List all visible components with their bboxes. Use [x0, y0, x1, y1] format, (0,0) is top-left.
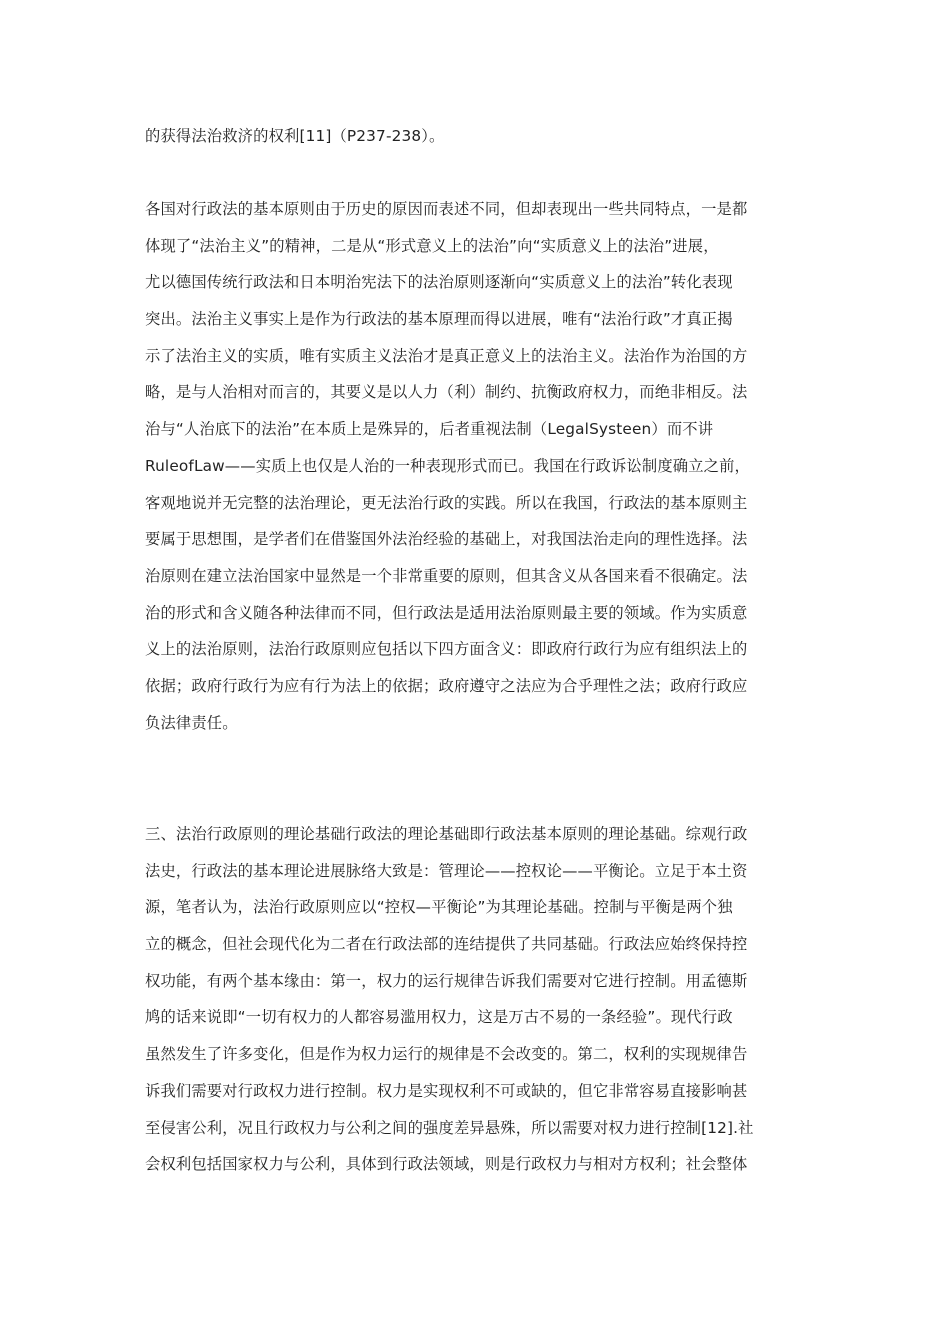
text-line: 法史，行政法的基本理论进展脉络大致是：管理论——控权论——平衡论。立足于本土资	[145, 861, 748, 880]
text-line: 治原则在建立法治国家中显然是一个非常重要的原则，但其含义从各国来看不很确定。法	[145, 566, 748, 585]
text-line: RuleofLaw——实质上也仅是人治的一种表现形式而已。我国在行政诉讼制度确立之前，	[145, 456, 750, 475]
text-line: 负法律责任。	[145, 713, 238, 732]
text-line: 突出。法治主义事实上是作为行政法的基本原理而得以进展，唯有“法治行政”才真正揭	[145, 310, 733, 329]
text-line: 三、法治行政原则的理论基础行政法的理论基础即行政法基本原则的理论基础。综观行政	[145, 825, 748, 843]
text-line: 义上的法治原则，法治行政原则应包括以下四方面含义：即政府行政行为应有组织法上的	[145, 640, 748, 659]
text-line: 立的概念，但社会现代化为二者在行政法部的连结提供了共同基础。行政法应始终保持控	[145, 935, 748, 954]
text-line: 鸠的话来说即“一切有权力的人都容易滥用权力，这是万古不易的一条经验”。现代行政	[145, 1008, 733, 1027]
paragraph-2	[145, 191, 810, 741]
text-line: 治的形式和含义随各种法律而不同，但行政法是适用法治原则最主要的领域。作为实质意	[145, 603, 748, 622]
text-line: 的获得法治救济的权利[11]（P237-238）。	[145, 127, 445, 145]
paragraph-3	[145, 816, 810, 1183]
text-line: 源，笔者认为，法治行政原则应以“控权—平衡论”为其理论基础。控制与平衡是两个独	[145, 898, 733, 917]
text-line: 体现了“法治主义”的精神，二是从“形式意义上的法治”向“实质意义上的法治”进展，	[145, 236, 719, 255]
text-line: 治与“人治底下的法治”在本质上是殊异的，后者重视法制（LegalSysteen）而不讲	[145, 420, 714, 439]
text-line: 客观地说并无完整的法治理论，更无法治行政的实践。所以在我国，行政法的基本原则主	[145, 493, 748, 512]
paragraph-1	[145, 118, 810, 155]
text-line: 各国对行政法的基本原则由于历史的原因而表述不同，但却表现出一些共同特点，一是都	[145, 200, 748, 218]
text-line: 示了法治主义的实质，唯有实质主义法治才是真正意义上的法治主义。法治作为治国的方	[145, 346, 748, 365]
text-line: 诉我们需要对行政权力进行控制。权力是实现权利不可或缺的，但它非常容易直接影响甚	[145, 1081, 748, 1100]
text-line: 权功能，有两个基本缘由：第一，权力的运行规律告诉我们需要对它进行控制。用孟德斯	[145, 971, 748, 990]
text-line: 尤以德国传统行政法和日本明治宪法下的法治原则逐渐向“实质意义上的法治”转化表现	[145, 273, 733, 292]
text-line: 至侵害公利，况且行政权力与公利之间的强度差异悬殊，所以需要对权力进行控制[12].社	[145, 1118, 754, 1137]
text-line: 会权利包括国家权力与公利，具体到行政法领域，则是行政权力与相对方权利；社会整体	[145, 1155, 748, 1174]
text-line: 略，是与人治相对而言的，其要义是以人力（利）制约、抗衡政府权力，而绝非相反。法	[145, 383, 748, 402]
text-line: 要属于思想围，是学者们在借鉴国外法治经验的基础上，对我国法治走向的理性选择。法	[145, 530, 748, 549]
text-line: 依据；政府行政行为应有行为法上的依据；政府遵守之法应为合乎理性之法；政府行政应	[145, 676, 748, 695]
text-line: 虽然发生了许多变化，但是作为权力运行的规律是不会改变的。第二，权利的实现规律告	[145, 1045, 748, 1064]
